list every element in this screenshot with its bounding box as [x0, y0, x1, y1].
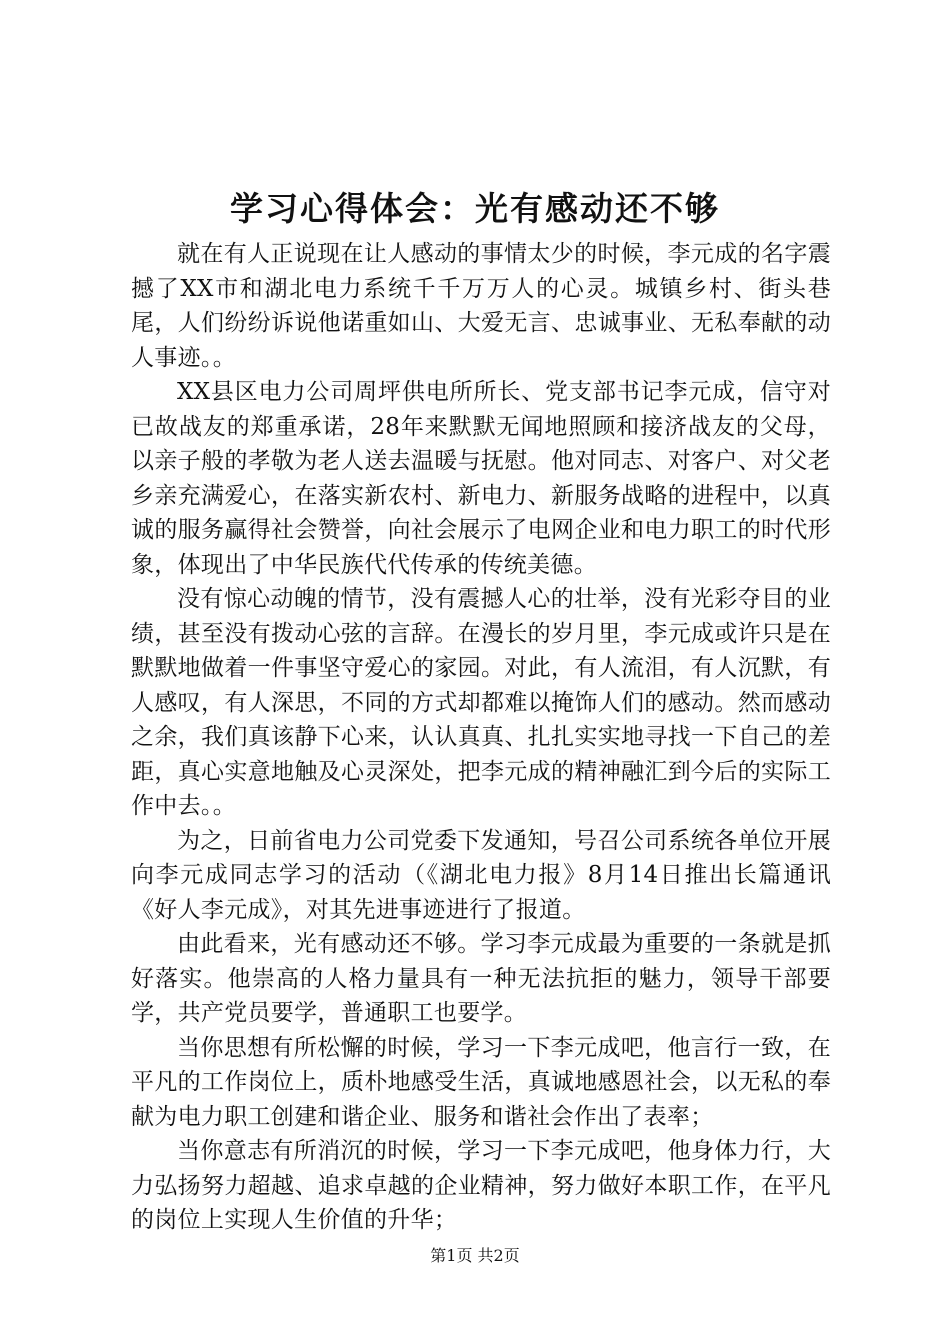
document-body	[131, 237, 831, 1238]
paragraph: 当你思想有所松懈的时候，学习一下李元成吧，他言行一致，在平凡的工作岗位上，质朴地感受生活，真诚地感恩社会，以无私的奉献为电力职工创建和谐企业、服务和谐社会作出了表率；	[131, 1034, 831, 1130]
document-title: 学习心得体会：光有感动还不够	[230, 189, 720, 228]
paragraph: 就在有人正说现在让人感动的事情太少的时候，李元成的名字震撼了XX市和湖北电力系统千千万万人的心灵。城镇乡村、街头巷尾，人们纷纷诉说他诺重如山、大爱无言、忠诚事业、无私奉献的动人事迹。。	[131, 241, 831, 371]
paragraph: 由此看来，光有感动还不够。学习李元成最为重要的一条就是抓好落实。他崇高的人格力量具有一种无法抗拒的魅力，领导干部要学，共产党员要学，普通职工也要学。	[131, 931, 831, 1026]
paragraph: XX县区电力公司周坪供电所所长、党支部书记李元成，信守对已故战友的郑重承诺，28年来默默无闻地照顾和接济战友的父母，以亲子般的孝敬为老人送去温暖与抚慰。他对同志、对客户、对父老乡亲充满爱心，在落实新农村、新电力、新服务战略的进程中，以真诚的服务赢得社会赞誉，向社会展示了电网企业和电力职工的时代形象，体现出了中华民族代代传承的传统美德。	[131, 379, 831, 578]
paragraph: 没有惊心动魄的情节，没有震撼人心的壮举，没有光彩夺目的业绩，甚至没有拨动心弦的言辞。在漫长的岁月里，李元成或许只是在默默地做着一件事坚守爱心的家园。对此，有人流泪，有人沉默，有人感叹，有人深思，不同的方式却都难以掩饰人们的感动。然而感动之余，我们真该静下心来，认认真真、扎扎实实地寻找一下自己的差距，真心实意地触及心灵深处，把李元成的精神融汇到今后的实际工作中去。。	[131, 586, 831, 819]
page-number-footer: 第1页 共2页	[430, 1246, 520, 1265]
paragraph: 为之，日前省电力公司党委下发通知，号召公司系统各单位开展向李元成同志学习的活动（《湖北电力报》8月14日推出长篇通讯《好人李元成》，对其先进事迹进行了报道。	[131, 827, 831, 923]
paragraph: 当你意志有所消沉的时候，学习一下李元成吧，他身体力行，大力弘扬努力超越、追求卓越的企业精神，努力做好本职工作，在平凡的岗位上实现人生价值的升华；	[131, 1138, 831, 1233]
